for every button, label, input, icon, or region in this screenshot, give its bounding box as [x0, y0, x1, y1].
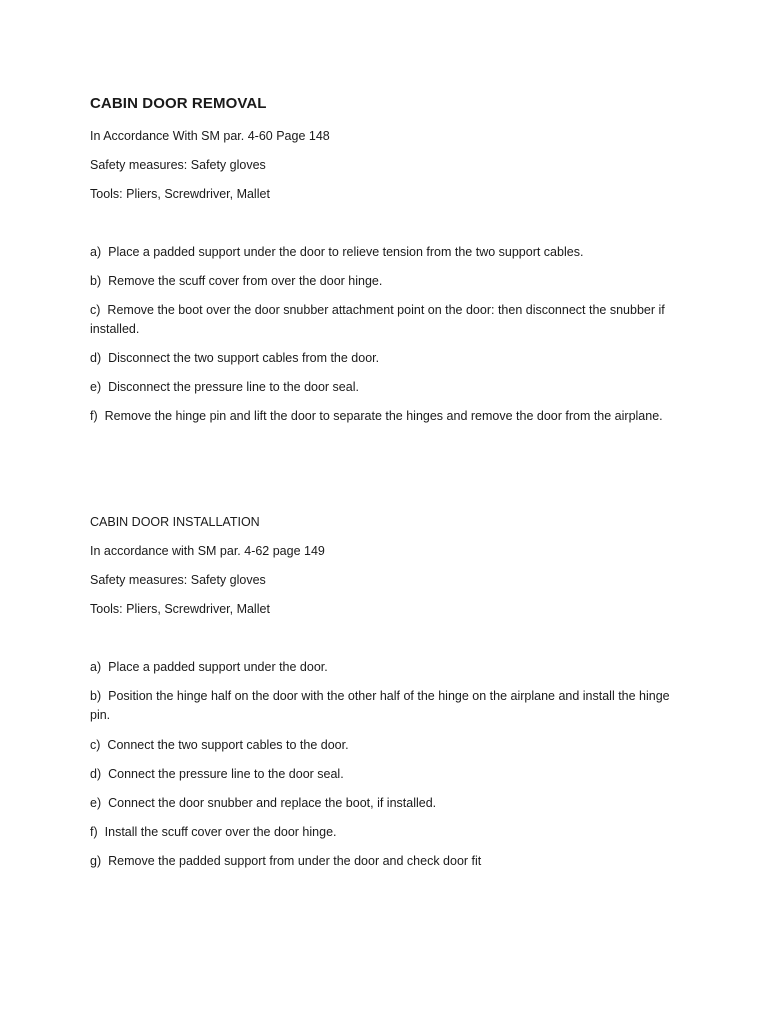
step-marker: a) [90, 245, 102, 259]
removal-reference: In Accordance With SM par. 4-60 Page 148 [90, 129, 330, 143]
step-text: Connect the two support cables to the door. [107, 738, 349, 752]
step-marker: f) [90, 825, 98, 839]
removal-tools: Tools: Pliers, Screwdriver, Mallet [90, 187, 270, 201]
installation-step-a [90, 658, 680, 677]
installation-reference: In accordance with SM par. 4-62 page 149 [90, 544, 325, 558]
step-marker: b) [90, 274, 102, 288]
step-text: Connect the door snubber and replace the boot, if installed. [108, 796, 437, 810]
step-marker: g) [90, 854, 102, 868]
removal-step-e [90, 378, 680, 397]
installation-step-f [90, 823, 680, 842]
installation-title: CABIN DOOR INSTALLATION [90, 515, 260, 529]
step-text: Connect the pressure line to the door seal. [108, 767, 344, 781]
installation-step-g [90, 852, 680, 871]
installation-step-b [90, 687, 680, 725]
step-marker: c) [90, 738, 101, 752]
step-text: Position the hinge half on the door with the other half of the hinge on the airplane and install the hinge pin. [90, 689, 670, 722]
step-marker: d) [90, 351, 102, 365]
step-marker: e) [90, 380, 102, 394]
step-text: Place a padded support under the door to relieve tension from the two support cables. [108, 245, 584, 259]
step-marker: f) [90, 409, 98, 423]
removal-step-f [90, 407, 680, 426]
step-marker: b) [90, 689, 102, 703]
step-marker: c) [90, 303, 101, 317]
step-text: Place a padded support under the door. [108, 660, 328, 674]
step-text: Install the scuff cover over the door hinge. [104, 825, 337, 839]
step-text: Disconnect the pressure line to the door seal. [108, 380, 359, 394]
removal-step-a [90, 243, 680, 262]
step-text: Remove the boot over the door snubber attachment point on the door: then disconnect the snubber if installed. [90, 303, 665, 336]
installation-step-e [90, 794, 680, 813]
removal-step-b [90, 272, 680, 291]
installation-safety-measures: Safety measures: Safety gloves [90, 573, 266, 587]
removal-safety-measures: Safety measures: Safety gloves [90, 158, 266, 172]
step-marker: a) [90, 660, 102, 674]
installation-step-d [90, 765, 680, 784]
step-marker: d) [90, 767, 102, 781]
step-text: Disconnect the two support cables from the door. [108, 351, 380, 365]
installation-step-c [90, 736, 680, 755]
removal-step-d [90, 349, 680, 368]
step-text: Remove the hinge pin and lift the door to separate the hinges and remove the door from the airplane. [104, 409, 663, 423]
installation-tools: Tools: Pliers, Screwdriver, Mallet [90, 602, 270, 616]
step-marker: e) [90, 796, 102, 810]
removal-title: CABIN DOOR REMOVAL [90, 95, 267, 112]
step-text: Remove the padded support from under the door and check door fit [108, 854, 482, 868]
step-text: Remove the scuff cover from over the door hinge. [108, 274, 383, 288]
removal-step-c [90, 301, 680, 339]
